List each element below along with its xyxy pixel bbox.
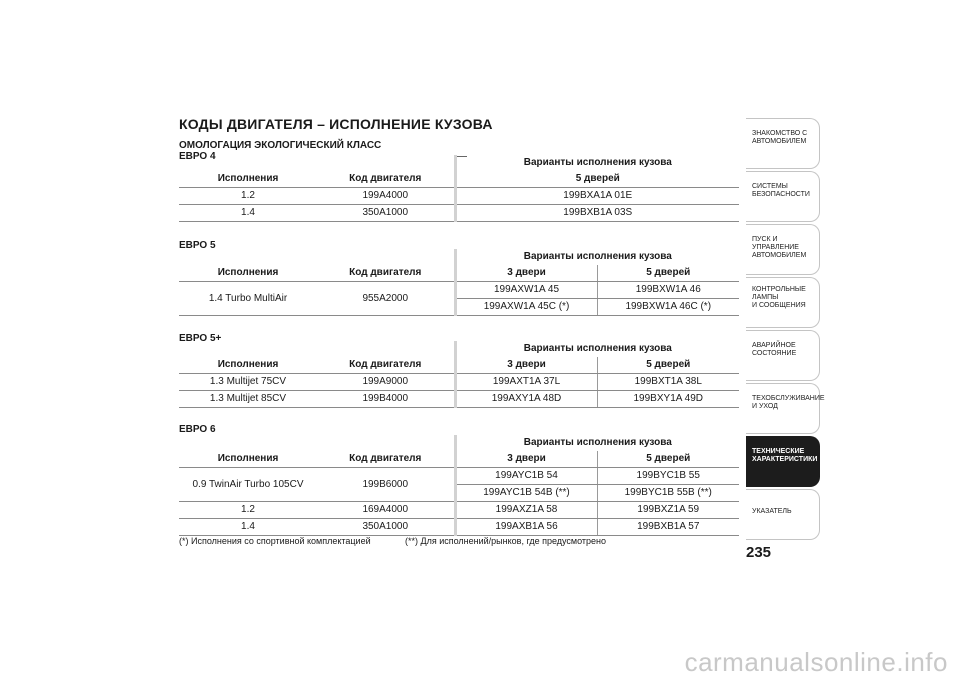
body-variants-header: Варианты исполнения кузова bbox=[455, 341, 739, 357]
engine-code-header: Код двигателя bbox=[317, 265, 455, 282]
table-row bbox=[179, 468, 739, 485]
five-doors-cell: 199BXA1A 01E bbox=[455, 188, 739, 205]
table-row bbox=[179, 374, 739, 391]
engine-code-header: Код двигателя bbox=[317, 171, 455, 188]
watermark: carmanualsonline.info bbox=[684, 647, 948, 677]
five-doors-cell: 199BXW1A 46 bbox=[597, 282, 739, 299]
five-doors-cell: 199BXZ1A 59 bbox=[597, 502, 739, 519]
version-header: Исполнения bbox=[179, 357, 317, 374]
tab-emergency[interactable] bbox=[746, 330, 820, 381]
five-doors-cell: 199BXW1A 46C (*) bbox=[597, 299, 739, 316]
table-row bbox=[179, 391, 739, 408]
body-variants-header: Варианты исполнения кузова bbox=[455, 249, 739, 265]
tab-label: АВАРИЙНОЕ bbox=[752, 342, 796, 349]
five-doors-cell: 199BYC1B 55 bbox=[597, 468, 739, 485]
table-row bbox=[179, 205, 739, 222]
five-doors-header: 5 дверей bbox=[455, 171, 739, 188]
three-doors-header: 3 двери bbox=[455, 357, 597, 374]
version-header: Исполнения bbox=[179, 451, 317, 468]
tab-label: СОСТОЯНИЕ bbox=[752, 350, 797, 357]
chapter-sidebar bbox=[746, 118, 825, 542]
engine-code-header: Код двигателя bbox=[317, 451, 455, 468]
tab-introduction[interactable] bbox=[746, 118, 820, 169]
three-doors-cell: 199AYC1B 54B (**) bbox=[455, 485, 597, 502]
engine-cell: 199B4000 bbox=[317, 391, 455, 408]
version-cell: 1.2 bbox=[179, 502, 317, 519]
five-doors-cell: 199BXY1A 49D bbox=[597, 391, 739, 408]
five-doors-cell: 199BXT1A 38L bbox=[597, 374, 739, 391]
engine-cell: 169A4000 bbox=[317, 502, 455, 519]
three-doors-cell: 199AXW1A 45 bbox=[455, 282, 597, 299]
version-cell: 1.2 bbox=[179, 188, 317, 205]
version-cell: 1.4 bbox=[179, 519, 317, 536]
tab-label: ХАРАКТЕРИСТИКИ bbox=[752, 456, 818, 463]
table-row bbox=[179, 502, 739, 519]
three-doors-header: 3 двери bbox=[455, 265, 597, 282]
version-cell: 1.4 Turbo MultiAir bbox=[179, 282, 317, 316]
tab-label: АВТОМОБИЛЕМ bbox=[752, 252, 807, 259]
page-number: 235 bbox=[746, 544, 772, 561]
five-doors-header: 5 дверей bbox=[597, 357, 739, 374]
engine-code-header: Код двигателя bbox=[317, 357, 455, 374]
tab-label: И УХОД bbox=[752, 403, 778, 410]
version-cell: 1.3 Multijet 75CV bbox=[179, 374, 317, 391]
tab-technical-specs[interactable] bbox=[746, 436, 820, 487]
tab-label: БЕЗОПАСНОСТИ bbox=[752, 191, 810, 198]
engine-cell: 199A4000 bbox=[317, 188, 455, 205]
three-doors-cell: 199AXW1A 45C (*) bbox=[455, 299, 597, 316]
euro6-label: ЕВРО 6 bbox=[179, 424, 216, 435]
euro4-table bbox=[179, 155, 739, 222]
tab-driving[interactable] bbox=[746, 224, 820, 275]
body-variants-header: Варианты исполнения кузова bbox=[455, 155, 739, 171]
engine-cell: 199B6000 bbox=[317, 468, 455, 502]
three-doors-cell: 199AYC1B 54 bbox=[455, 468, 597, 485]
engine-cell: 955A2000 bbox=[317, 282, 455, 316]
version-cell: 1.4 bbox=[179, 205, 317, 222]
five-doors-cell: 199BYC1B 55B (**) bbox=[597, 485, 739, 502]
euro5-table bbox=[179, 249, 739, 316]
engine-cell: 350A1000 bbox=[317, 519, 455, 536]
tab-label: ПУСК И УПРАВЛЕНИЕ bbox=[752, 236, 799, 251]
tab-label: СИСТЕМЫ bbox=[752, 183, 788, 190]
engine-cell: 350A1000 bbox=[317, 205, 455, 222]
tab-label: АВТОМОБИЛЕМ bbox=[752, 138, 807, 145]
five-doors-cell: 199BXB1A 03S bbox=[455, 205, 739, 222]
tab-label: КОНТРОЛЬНЫЕ bbox=[752, 286, 806, 293]
tab-label: ТЕХНИЧЕСКИЕ bbox=[752, 448, 805, 455]
euro4-label: ЕВРО 4 bbox=[179, 151, 216, 162]
five-doors-cell: 199BXB1A 57 bbox=[597, 519, 739, 536]
version-cell: 0.9 TwinAir Turbo 105CV bbox=[179, 468, 317, 502]
tab-label: И СООБЩЕНИЯ bbox=[752, 302, 806, 309]
three-doors-cell: 199AXB1A 56 bbox=[455, 519, 597, 536]
tab-label: ЛАМПЫ bbox=[752, 294, 779, 301]
euro6-table bbox=[179, 435, 739, 536]
three-doors-cell: 199AXY1A 48D bbox=[455, 391, 597, 408]
tab-safety[interactable] bbox=[746, 171, 820, 222]
tab-index[interactable] bbox=[746, 489, 820, 540]
three-doors-cell: 199AXZ1A 58 bbox=[455, 502, 597, 519]
tab-label: ЗНАКОМСТВО С bbox=[752, 130, 808, 137]
footnote-double: (**) Для исполнений/рынков, где предусмотрено bbox=[405, 536, 607, 546]
table-row bbox=[179, 519, 739, 536]
euro5plus-label: ЕВРО 5+ bbox=[179, 333, 222, 344]
five-doors-header: 5 дверей bbox=[597, 265, 739, 282]
page-title: КОДЫ ДВИГАТЕЛЯ – ИСПОЛНЕНИЕ КУЗОВА bbox=[179, 116, 493, 132]
tab-label: ТЕХОБСЛУЖИВАНИЕ bbox=[752, 395, 825, 402]
table-row bbox=[179, 188, 739, 205]
engine-cell: 199A9000 bbox=[317, 374, 455, 391]
body-variants-header: Варианты исполнения кузова bbox=[455, 435, 739, 451]
table-row bbox=[179, 282, 739, 299]
footnote-single: (*) Исполнения со спортивной комплектацией bbox=[179, 536, 371, 546]
tab-label: УКАЗАТЕЛЬ bbox=[752, 508, 792, 515]
page-subtitle: ОМОЛОГАЦИЯ ЭКОЛОГИЧЕСКИЙ КЛАСС bbox=[179, 140, 382, 151]
euro5-label: ЕВРО 5 bbox=[179, 240, 216, 251]
tab-warning-lights[interactable] bbox=[746, 277, 820, 328]
version-header: Исполнения bbox=[179, 265, 317, 282]
version-header: Исполнения bbox=[179, 171, 317, 188]
tab-maintenance[interactable] bbox=[746, 383, 825, 434]
three-doors-cell: 199AXT1A 37L bbox=[455, 374, 597, 391]
five-doors-header: 5 дверей bbox=[597, 451, 739, 468]
euro5plus-table bbox=[179, 341, 739, 408]
version-cell: 1.3 Multijet 85CV bbox=[179, 391, 317, 408]
three-doors-header: 3 двери bbox=[455, 451, 597, 468]
